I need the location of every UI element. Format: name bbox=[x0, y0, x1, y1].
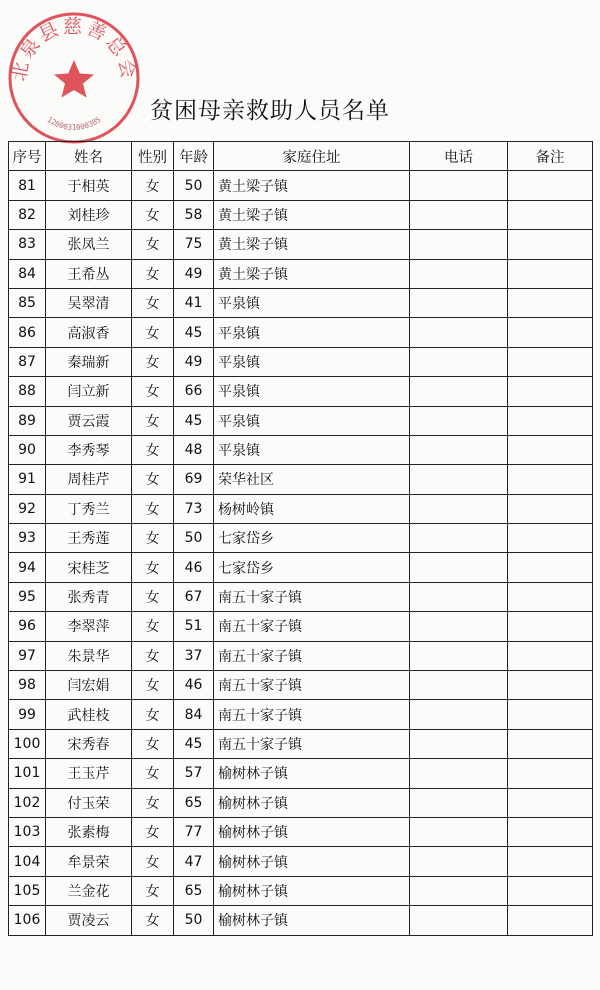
cell-phone bbox=[410, 171, 508, 200]
header-address: 家庭住址 bbox=[214, 142, 410, 171]
table-row bbox=[9, 906, 593, 935]
cell-gender: 女 bbox=[132, 288, 174, 317]
cell-no: 96 bbox=[9, 612, 46, 641]
seal-text: 北泉县慈善总会 bbox=[8, 15, 140, 83]
cell-phone bbox=[410, 700, 508, 729]
cell-phone bbox=[410, 582, 508, 611]
cell-name: 张素梅 bbox=[46, 817, 132, 846]
cell-gender: 女 bbox=[132, 465, 174, 494]
cell-gender: 女 bbox=[132, 494, 174, 523]
cell-age: 50 bbox=[174, 524, 214, 553]
cell-address: 榆树林子镇 bbox=[214, 817, 410, 846]
cell-name: 张秀青 bbox=[46, 582, 132, 611]
cell-name: 付玉荣 bbox=[46, 788, 132, 817]
cell-name: 于相英 bbox=[46, 171, 132, 200]
table-row bbox=[9, 259, 593, 288]
cell-gender: 女 bbox=[132, 612, 174, 641]
cell-note bbox=[508, 641, 593, 670]
cell-name: 李秀琴 bbox=[46, 435, 132, 464]
header-phone: 电话 bbox=[410, 142, 508, 171]
table-row bbox=[9, 377, 593, 406]
cell-gender: 女 bbox=[132, 876, 174, 905]
cell-age: 58 bbox=[174, 200, 214, 229]
cell-no: 88 bbox=[9, 377, 46, 406]
cell-age: 65 bbox=[174, 788, 214, 817]
cell-note bbox=[508, 288, 593, 317]
cell-address: 黄土梁子镇 bbox=[214, 259, 410, 288]
cell-age: 49 bbox=[174, 259, 214, 288]
cell-no: 83 bbox=[9, 230, 46, 259]
cell-address: 黄土梁子镇 bbox=[214, 171, 410, 200]
cell-no: 104 bbox=[9, 847, 46, 876]
cell-phone bbox=[410, 817, 508, 846]
cell-age: 48 bbox=[174, 435, 214, 464]
cell-phone bbox=[410, 641, 508, 670]
cell-no: 94 bbox=[9, 553, 46, 582]
cell-age: 46 bbox=[174, 553, 214, 582]
table-row bbox=[9, 200, 593, 229]
cell-name: 宋桂芝 bbox=[46, 553, 132, 582]
cell-phone bbox=[410, 494, 508, 523]
cell-name: 王希丛 bbox=[46, 259, 132, 288]
table-row bbox=[9, 435, 593, 464]
table-row bbox=[9, 288, 593, 317]
cell-phone bbox=[410, 847, 508, 876]
table-row bbox=[9, 876, 593, 905]
cell-no: 98 bbox=[9, 671, 46, 700]
header-gender: 性别 bbox=[132, 142, 174, 171]
cell-note bbox=[508, 582, 593, 611]
cell-age: 84 bbox=[174, 700, 214, 729]
cell-address: 南五十家子镇 bbox=[214, 700, 410, 729]
cell-no: 89 bbox=[9, 406, 46, 435]
cell-name: 王秀莲 bbox=[46, 524, 132, 553]
cell-gender: 女 bbox=[132, 347, 174, 376]
cell-name: 牟景荣 bbox=[46, 847, 132, 876]
cell-phone bbox=[410, 347, 508, 376]
cell-gender: 女 bbox=[132, 759, 174, 788]
cell-address: 平泉镇 bbox=[214, 318, 410, 347]
cell-name: 秦瑞新 bbox=[46, 347, 132, 376]
cell-name: 贾凌云 bbox=[46, 906, 132, 935]
cell-note bbox=[508, 553, 593, 582]
cell-address: 平泉镇 bbox=[214, 377, 410, 406]
table-row bbox=[9, 641, 593, 670]
table-row bbox=[9, 729, 593, 758]
cell-address: 黄土梁子镇 bbox=[214, 230, 410, 259]
seal-code: 1200031000385 bbox=[45, 114, 103, 133]
cell-note bbox=[508, 788, 593, 817]
cell-name: 贾云霞 bbox=[46, 406, 132, 435]
table-row bbox=[9, 847, 593, 876]
table-row bbox=[9, 612, 593, 641]
cell-name: 兰金花 bbox=[46, 876, 132, 905]
cell-phone bbox=[410, 230, 508, 259]
header-no: 序号 bbox=[9, 142, 46, 171]
cell-address: 榆树林子镇 bbox=[214, 788, 410, 817]
cell-note bbox=[508, 494, 593, 523]
cell-name: 朱景华 bbox=[46, 641, 132, 670]
cell-age: 67 bbox=[174, 582, 214, 611]
cell-phone bbox=[410, 288, 508, 317]
cell-phone bbox=[410, 759, 508, 788]
cell-address: 平泉镇 bbox=[214, 347, 410, 376]
cell-gender: 女 bbox=[132, 700, 174, 729]
cell-address: 七家岱乡 bbox=[214, 553, 410, 582]
table-row bbox=[9, 788, 593, 817]
cell-note bbox=[508, 524, 593, 553]
cell-phone bbox=[410, 906, 508, 935]
cell-age: 45 bbox=[174, 318, 214, 347]
cell-no: 102 bbox=[9, 788, 46, 817]
cell-address: 榆树林子镇 bbox=[214, 759, 410, 788]
table-row bbox=[9, 553, 593, 582]
cell-no: 91 bbox=[9, 465, 46, 494]
cell-no: 93 bbox=[9, 524, 46, 553]
table-row bbox=[9, 230, 593, 259]
cell-gender: 女 bbox=[132, 200, 174, 229]
cell-note bbox=[508, 318, 593, 347]
table-row bbox=[9, 171, 593, 200]
cell-phone bbox=[410, 435, 508, 464]
table-row bbox=[9, 347, 593, 376]
cell-phone bbox=[410, 318, 508, 347]
cell-gender: 女 bbox=[132, 847, 174, 876]
cell-note bbox=[508, 406, 593, 435]
cell-no: 100 bbox=[9, 729, 46, 758]
table-header-row bbox=[9, 142, 593, 171]
cell-address: 杨树岭镇 bbox=[214, 494, 410, 523]
cell-name: 丁秀兰 bbox=[46, 494, 132, 523]
cell-no: 86 bbox=[9, 318, 46, 347]
star-icon bbox=[54, 60, 94, 98]
cell-gender: 女 bbox=[132, 788, 174, 817]
cell-no: 85 bbox=[9, 288, 46, 317]
cell-phone bbox=[410, 406, 508, 435]
table-row bbox=[9, 318, 593, 347]
cell-address: 榆树林子镇 bbox=[214, 876, 410, 905]
cell-gender: 女 bbox=[132, 318, 174, 347]
cell-note bbox=[508, 435, 593, 464]
cell-name: 武桂枝 bbox=[46, 700, 132, 729]
table-row bbox=[9, 700, 593, 729]
cell-gender: 女 bbox=[132, 641, 174, 670]
cell-gender: 女 bbox=[132, 377, 174, 406]
cell-name: 闫立新 bbox=[46, 377, 132, 406]
cell-note bbox=[508, 465, 593, 494]
cell-note bbox=[508, 700, 593, 729]
header-note: 备注 bbox=[508, 142, 593, 171]
cell-address: 黄土梁子镇 bbox=[214, 200, 410, 229]
cell-no: 101 bbox=[9, 759, 46, 788]
cell-address: 南五十家子镇 bbox=[214, 612, 410, 641]
cell-no: 99 bbox=[9, 700, 46, 729]
cell-gender: 女 bbox=[132, 906, 174, 935]
cell-address: 南五十家子镇 bbox=[214, 671, 410, 700]
cell-age: 47 bbox=[174, 847, 214, 876]
cell-note bbox=[508, 876, 593, 905]
cell-age: 46 bbox=[174, 671, 214, 700]
table-row bbox=[9, 406, 593, 435]
cell-address: 荣华社区 bbox=[214, 465, 410, 494]
table-row bbox=[9, 759, 593, 788]
cell-name: 王玉芹 bbox=[46, 759, 132, 788]
cell-note bbox=[508, 200, 593, 229]
cell-name: 吴翠清 bbox=[46, 288, 132, 317]
cell-note bbox=[508, 347, 593, 376]
roster-table bbox=[8, 141, 593, 936]
cell-address: 平泉镇 bbox=[214, 406, 410, 435]
cell-note bbox=[508, 612, 593, 641]
cell-no: 84 bbox=[9, 259, 46, 288]
cell-phone bbox=[410, 876, 508, 905]
cell-note bbox=[508, 729, 593, 758]
cell-address: 榆树林子镇 bbox=[214, 847, 410, 876]
table-row bbox=[9, 582, 593, 611]
cell-note bbox=[508, 671, 593, 700]
page-title: 贫困母亲救助人员名单 bbox=[150, 98, 390, 124]
cell-age: 49 bbox=[174, 347, 214, 376]
cell-age: 37 bbox=[174, 641, 214, 670]
cell-name: 宋秀春 bbox=[46, 729, 132, 758]
table-row bbox=[9, 465, 593, 494]
cell-name: 周桂芹 bbox=[46, 465, 132, 494]
cell-age: 77 bbox=[174, 817, 214, 846]
header-name: 姓名 bbox=[46, 142, 132, 171]
cell-gender: 女 bbox=[132, 435, 174, 464]
cell-gender: 女 bbox=[132, 817, 174, 846]
cell-address: 平泉镇 bbox=[214, 435, 410, 464]
cell-address: 七家岱乡 bbox=[214, 524, 410, 553]
cell-name: 张凤兰 bbox=[46, 230, 132, 259]
cell-note bbox=[508, 377, 593, 406]
cell-phone bbox=[410, 729, 508, 758]
cell-note bbox=[508, 259, 593, 288]
cell-gender: 女 bbox=[132, 230, 174, 259]
cell-gender: 女 bbox=[132, 524, 174, 553]
cell-age: 69 bbox=[174, 465, 214, 494]
cell-age: 66 bbox=[174, 377, 214, 406]
cell-no: 97 bbox=[9, 641, 46, 670]
cell-phone bbox=[410, 671, 508, 700]
cell-note bbox=[508, 171, 593, 200]
cell-address: 南五十家子镇 bbox=[214, 729, 410, 758]
cell-age: 45 bbox=[174, 406, 214, 435]
cell-phone bbox=[410, 465, 508, 494]
cell-no: 90 bbox=[9, 435, 46, 464]
cell-no: 95 bbox=[9, 582, 46, 611]
cell-note bbox=[508, 847, 593, 876]
cell-no: 105 bbox=[9, 876, 46, 905]
cell-age: 50 bbox=[174, 171, 214, 200]
cell-age: 51 bbox=[174, 612, 214, 641]
cell-gender: 女 bbox=[132, 406, 174, 435]
cell-address: 平泉镇 bbox=[214, 288, 410, 317]
cell-no: 82 bbox=[9, 200, 46, 229]
cell-name: 闫宏娟 bbox=[46, 671, 132, 700]
cell-phone bbox=[410, 377, 508, 406]
cell-age: 73 bbox=[174, 494, 214, 523]
cell-gender: 女 bbox=[132, 729, 174, 758]
table-row bbox=[9, 494, 593, 523]
cell-phone bbox=[410, 788, 508, 817]
cell-note bbox=[508, 906, 593, 935]
cell-age: 41 bbox=[174, 288, 214, 317]
cell-note bbox=[508, 759, 593, 788]
cell-no: 87 bbox=[9, 347, 46, 376]
svg-text:1200031000385 bbox=[45, 115, 102, 132]
cell-phone bbox=[410, 612, 508, 641]
cell-address: 榆树林子镇 bbox=[214, 906, 410, 935]
cell-phone bbox=[410, 553, 508, 582]
cell-name: 高淑香 bbox=[46, 318, 132, 347]
cell-no: 81 bbox=[9, 171, 46, 200]
cell-gender: 女 bbox=[132, 553, 174, 582]
cell-no: 106 bbox=[9, 906, 46, 935]
charity-seal bbox=[6, 10, 142, 146]
cell-age: 75 bbox=[174, 230, 214, 259]
cell-name: 李翠萍 bbox=[46, 612, 132, 641]
cell-gender: 女 bbox=[132, 582, 174, 611]
cell-note bbox=[508, 230, 593, 259]
cell-address: 南五十家子镇 bbox=[214, 641, 410, 670]
cell-phone bbox=[410, 524, 508, 553]
cell-gender: 女 bbox=[132, 171, 174, 200]
cell-phone bbox=[410, 259, 508, 288]
cell-gender: 女 bbox=[132, 671, 174, 700]
table-row bbox=[9, 817, 593, 846]
cell-age: 65 bbox=[174, 876, 214, 905]
cell-gender: 女 bbox=[132, 259, 174, 288]
cell-phone bbox=[410, 200, 508, 229]
cell-age: 45 bbox=[174, 729, 214, 758]
cell-no: 92 bbox=[9, 494, 46, 523]
table-row bbox=[9, 524, 593, 553]
cell-no: 103 bbox=[9, 817, 46, 846]
cell-age: 57 bbox=[174, 759, 214, 788]
cell-note bbox=[508, 817, 593, 846]
cell-age: 50 bbox=[174, 906, 214, 935]
header-age: 年龄 bbox=[174, 142, 214, 171]
cell-name: 刘桂珍 bbox=[46, 200, 132, 229]
cell-address: 南五十家子镇 bbox=[214, 582, 410, 611]
table-row bbox=[9, 671, 593, 700]
